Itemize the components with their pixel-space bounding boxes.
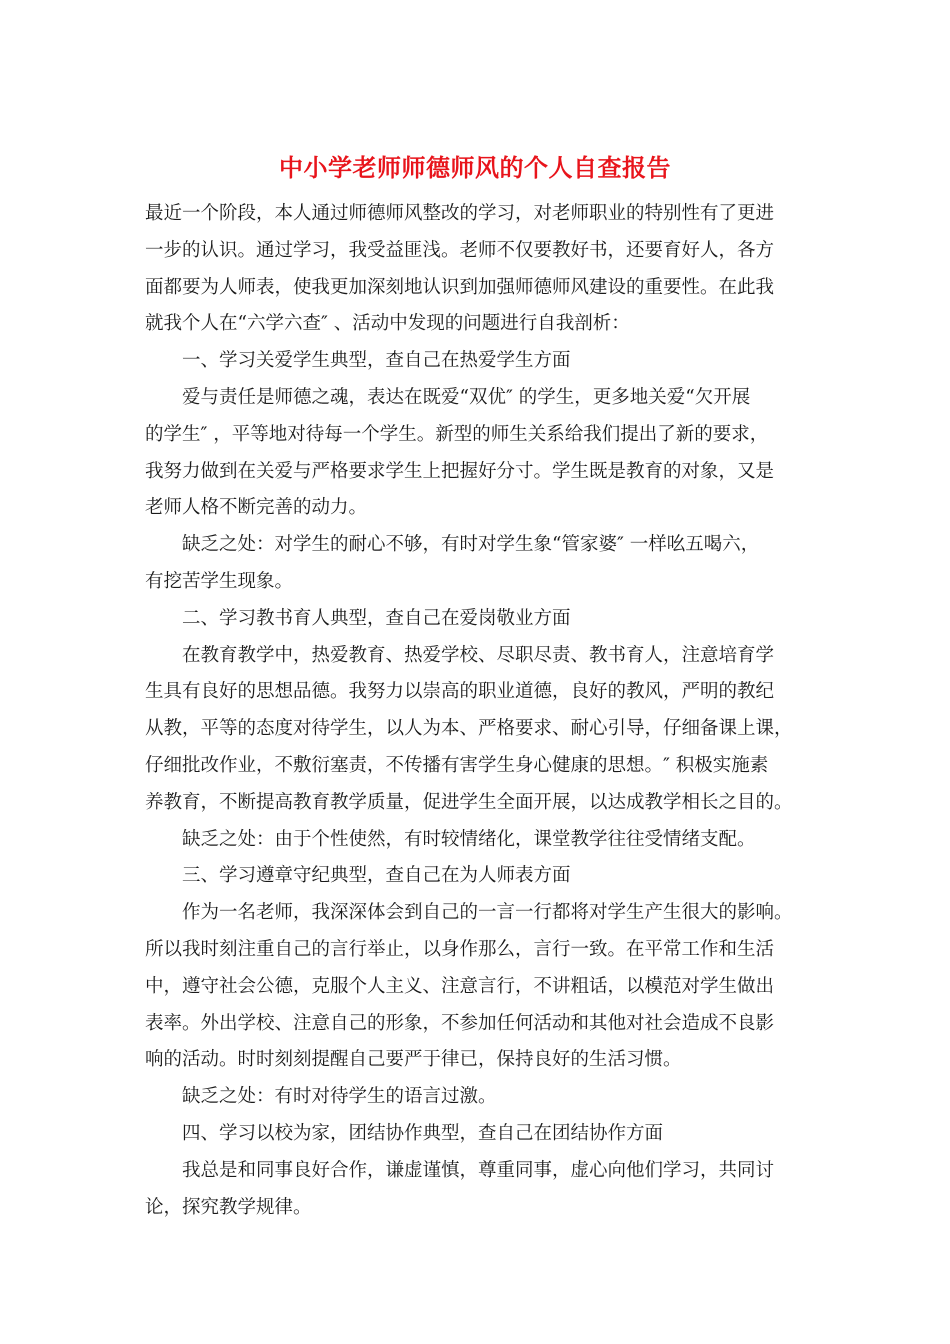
body-line: 缺乏之处：由于个性使然，有时较情绪化，课堂教学往往受情绪支配。 xyxy=(182,828,756,850)
body-line: 养教育，不断提高教育教学质量，促进学生全面开展，以达成教学相长之目的。 xyxy=(145,791,793,813)
body-line: 我总是和同事良好合作，谦虚谨慎，尊重同事，虚心向他们学习，共同讨 xyxy=(182,1159,775,1181)
body-line: 一步的认识。通过学习，我受益匪浅。老师不仅要教好书，还要育好人，各方 xyxy=(145,239,775,261)
body-line: 论，探究教学规律。 xyxy=(145,1196,312,1218)
body-line: 四、学习以校为家，团结协作典型，查自己在团结协作方面 xyxy=(182,1122,664,1144)
document-body xyxy=(145,196,810,1226)
body-line: 在教育教学中，热爱教育、热爱学校、尽职尽责、教书育人，注意培育学 xyxy=(182,644,775,666)
body-line: 二、学习教书育人典型，查自己在爱岗敬业方面 xyxy=(182,607,571,629)
body-line: 我努力做到在关爱与严格要求学生上把握好分寸。学生既是教育的对象，又是 xyxy=(145,460,775,482)
body-line: 的学生″ ，平等地对待每一个学生。新型的师生关系给我们提出了新的要求， xyxy=(145,423,769,445)
body-line: 缺乏之处：有时对待学生的语言过激。 xyxy=(182,1086,497,1108)
body-line: 表率。外出学校、注意自己的形象，不参加任何活动和其他对社会造成不良影 xyxy=(145,1012,775,1034)
body-line: 爱与责任是师德之魂，表达在既爱“双优″ 的学生，更多地关爱“欠开展 xyxy=(182,386,751,408)
body-line: 响的活动。时时刻刻提醒自己要严于律已，保持良好的生活习惯。 xyxy=(145,1049,682,1071)
body-line: 一、学习关爱学生典型，查自己在热爱学生方面 xyxy=(182,350,571,372)
body-line: 从教，平等的态度对待学生，以人为本、严格要求、耐心引导，仔细备课上课， xyxy=(145,718,793,740)
body-line: 生具有良好的思想品德。我努力以崇高的职业道德，良好的教风，严明的教纪 xyxy=(145,681,775,703)
body-line: 所以我时刻注重自己的言行举止，以身作那么，言行一致。在平常工作和生活 xyxy=(145,938,775,960)
body-line: 仔细批改作业，不敷衍塞责，不传播有害学生身心健康的思想。″ 积极实施素 xyxy=(145,754,769,776)
body-line: 有挖苦学生现象。 xyxy=(145,570,294,592)
body-line: 就我个人在“六学六查″ 、活动中发现的问题进行自我剖析： xyxy=(145,313,630,335)
document-title: 中小学老师师德师风的个人自查报告 xyxy=(279,153,671,182)
body-line: 缺乏之处：对学生的耐心不够，有时对学生象“管家婆″ 一样吆五喝六， xyxy=(182,534,760,556)
body-line: 中，遵守社会公德，克服个人主义、注意言行，不讲粗话，以模范对学生做出 xyxy=(145,975,775,997)
body-line: 三、学习遵章守纪典型，查自己在为人师表方面 xyxy=(182,865,571,887)
body-line: 面都要为人师表，使我更加深刻地认识到加强师德师风建设的重要性。在此我 xyxy=(145,276,775,298)
body-line: 老师人格不断完善的动力。 xyxy=(145,497,368,519)
body-line: 作为一名老师，我深深体会到自己的一言一行都将对学生产生很大的影响。 xyxy=(182,902,793,924)
body-line: 最近一个阶段，本人通过师德师风整改的学习，对老师职业的特别性有了更进 xyxy=(145,203,775,224)
